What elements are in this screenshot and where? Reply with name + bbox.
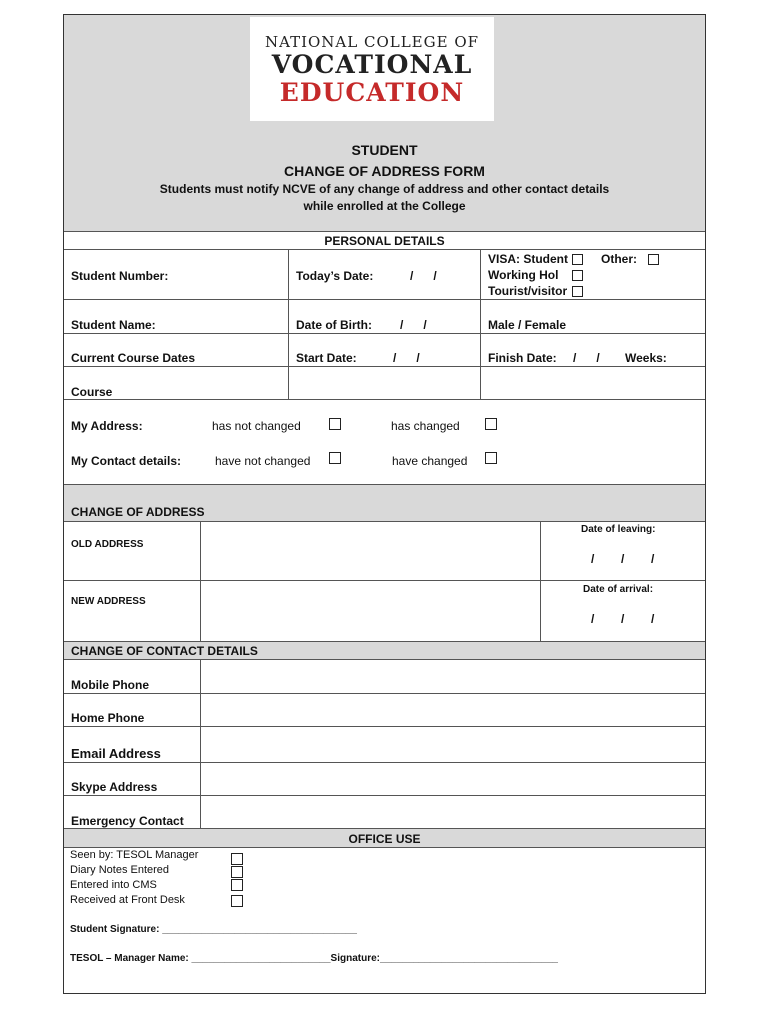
college-logo (250, 17, 494, 121)
other-label: Other: (601, 252, 637, 266)
student-signature-line[interactable]: Student Signature: ___________________________________ (70, 924, 357, 935)
diary-notes-checkbox[interactable] (231, 866, 243, 878)
form-subtitle-1: Students must notify NCVE of any change of address and other contact details (159, 182, 610, 196)
section-personal-details: PERSONAL DETAILS (324, 234, 445, 248)
contact-changed-checkbox[interactable] (485, 452, 497, 464)
have-changed-label: have changed (392, 454, 468, 468)
front-desk-checkbox[interactable] (231, 895, 243, 907)
email-address-label: Email Address (71, 746, 161, 761)
office-item-entered-cms: Entered into CMS (70, 879, 157, 891)
office-item-front-desk: Received at Front Desk (70, 894, 185, 906)
my-address-label: My Address: (71, 419, 143, 433)
seen-by-checkbox[interactable] (231, 853, 243, 865)
dob-label: Date of Birth: (296, 318, 372, 332)
email-address-field[interactable] (201, 727, 705, 762)
office-item-diary-notes: Diary Notes Entered (70, 864, 170, 876)
home-phone-label: Home Phone (71, 711, 145, 725)
new-address-label: NEW ADDRESS (71, 596, 146, 607)
date-arrival-label: Date of arrival: (583, 584, 654, 595)
section-office-use: OFFICE USE (348, 832, 421, 846)
manager-name-signature-line[interactable]: TESOL – Manager Name: _________________________Signature:________________________________ (70, 953, 558, 964)
form-title: CHANGE OF ADDRESS FORM (284, 163, 485, 179)
old-address-label: OLD ADDRESS (71, 539, 144, 550)
have-not-changed-label: have not changed (215, 454, 311, 468)
entered-cms-checkbox[interactable] (231, 879, 243, 891)
date-arrival-field[interactable]: / / / (591, 612, 655, 626)
visa-student-label: VISA: Student (488, 252, 568, 266)
finish-date-label: Finish Date: (488, 351, 557, 365)
tourist-visitor-checkbox[interactable] (572, 286, 583, 297)
start-date-label: Start Date: (296, 351, 357, 365)
logo-line-3: EDUCATION (279, 78, 465, 107)
course-label: Course (71, 385, 113, 399)
form-title-student: STUDENT (351, 142, 418, 158)
my-contact-label: My Contact details: (71, 454, 182, 468)
emergency-contact-field[interactable] (201, 796, 705, 828)
address-changed-checkbox[interactable] (485, 418, 497, 430)
course-field[interactable] (289, 367, 705, 399)
skype-address-field[interactable] (201, 763, 705, 795)
logo-line-1: NATIONAL COLLEGE OF (264, 33, 480, 51)
skype-address-label: Skype Address (71, 780, 158, 794)
new-address-field[interactable] (201, 581, 540, 641)
has-not-changed-label: has not changed (212, 419, 301, 433)
student-number-label: Student Number: (71, 269, 169, 283)
dob-field[interactable]: / / (400, 318, 427, 332)
mobile-phone-label: Mobile Phone (71, 678, 149, 692)
finish-date-field[interactable]: / / (573, 351, 600, 365)
contact-not-changed-checkbox[interactable] (329, 452, 341, 464)
student-name-label: Student Name: (71, 318, 156, 332)
date-leaving-field[interactable]: / / / (591, 552, 655, 566)
date-leaving-label: Date of leaving: (581, 524, 656, 535)
form-subtitle-2: while enrolled at the College (303, 199, 466, 213)
todays-date-field[interactable]: / / (410, 269, 437, 283)
address-not-changed-checkbox[interactable] (329, 418, 341, 430)
logo-line-2: VOCATIONAL (271, 50, 473, 79)
section-change-of-address: CHANGE OF ADDRESS (71, 505, 205, 519)
working-hol-label: Working Hol (488, 268, 559, 282)
working-hol-checkbox[interactable] (572, 270, 583, 281)
mobile-phone-field[interactable] (201, 660, 705, 693)
other-checkbox[interactable] (648, 254, 659, 265)
section-change-of-contact: CHANGE OF CONTACT DETAILS (71, 644, 258, 658)
gender-field[interactable]: Male / Female (488, 318, 567, 332)
old-address-field[interactable] (201, 522, 540, 580)
tourist-visitor-label: Tourist/visitor (488, 284, 568, 298)
start-date-field[interactable]: / / (393, 351, 420, 365)
emergency-contact-label: Emergency Contact (71, 814, 184, 828)
todays-date-label: Today’s Date: (296, 269, 374, 283)
office-item-seen-by: Seen by: TESOL Manager (70, 849, 199, 861)
visa-student-checkbox[interactable] (572, 254, 583, 265)
course-dates-label: Current Course Dates (71, 351, 196, 365)
weeks-label: Weeks: (625, 351, 667, 365)
change-of-address-form (63, 14, 706, 994)
home-phone-field[interactable] (201, 694, 705, 726)
has-changed-label: has changed (391, 419, 460, 433)
